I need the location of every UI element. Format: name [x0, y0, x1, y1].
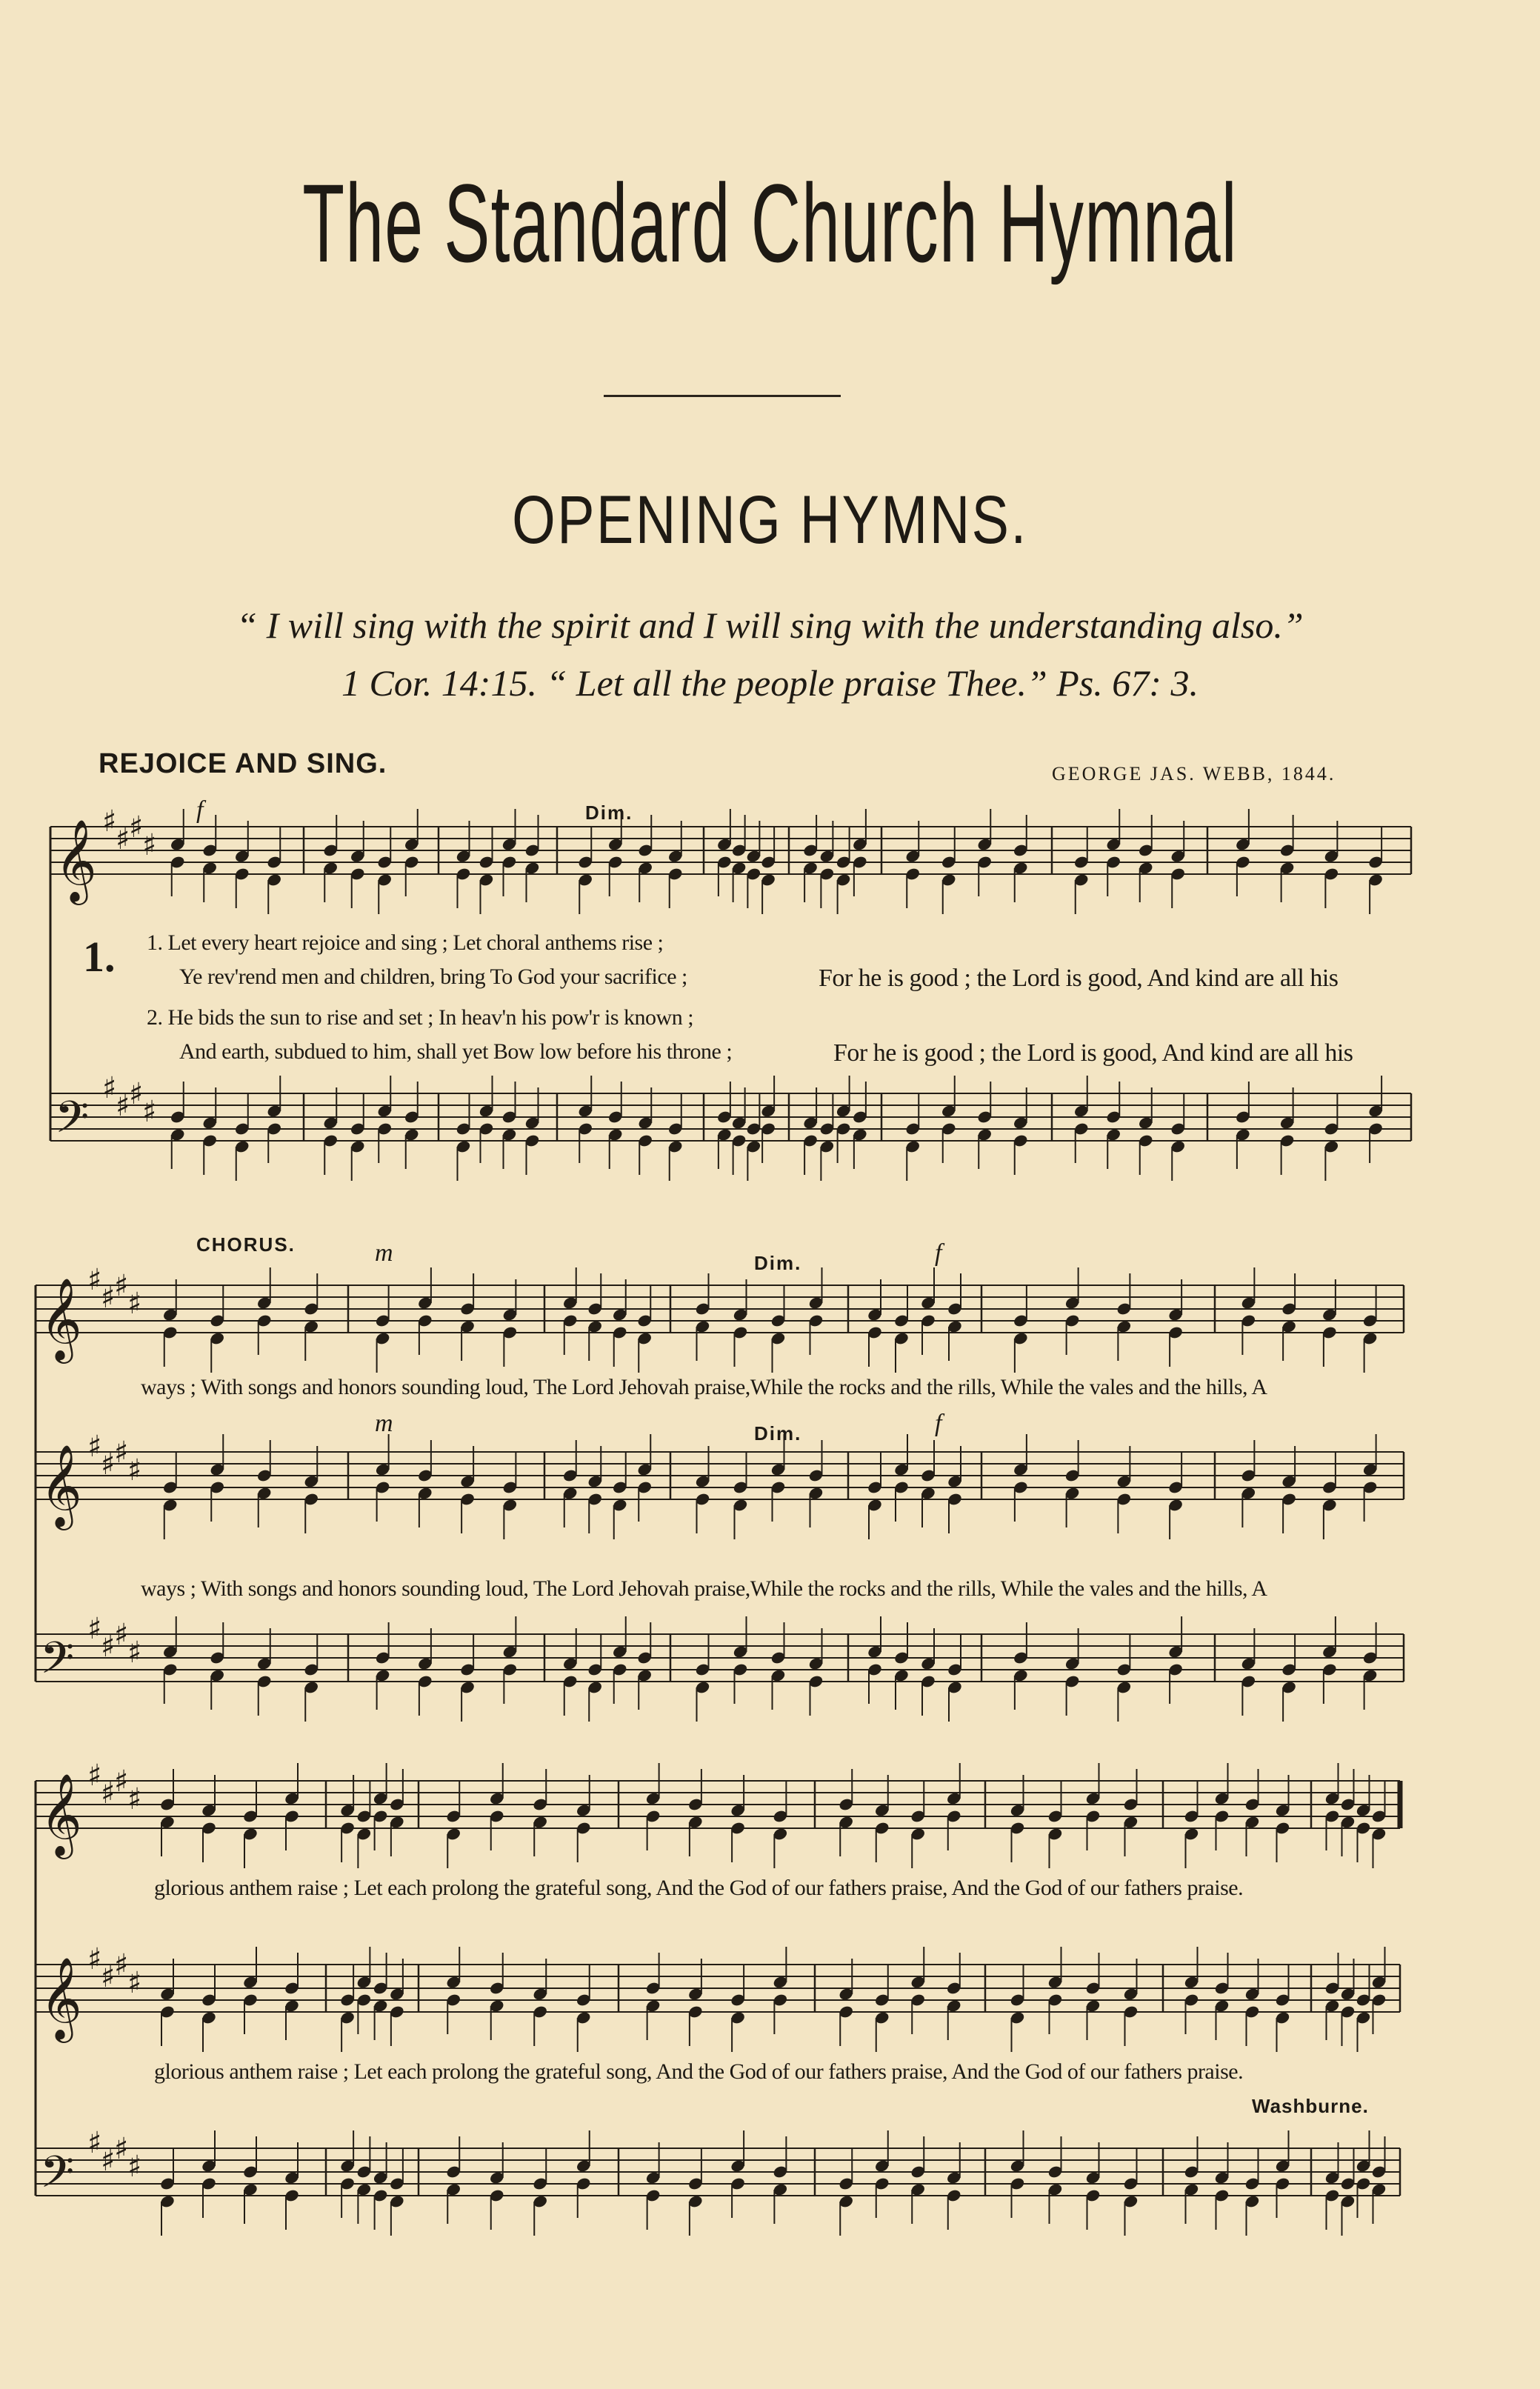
epigraph-line-2: 1 Cor. 14:15. “ Let all the people praise Thee.” Ps. 67: 3.: [341, 662, 1199, 704]
svg-text:♯: ♯: [114, 1948, 129, 1982]
verse-refrain: For he is good ; the Lord is good, And kind are all his: [833, 1039, 1353, 1067]
hymn-title: REJOICE AND SING.: [99, 748, 387, 779]
dynamic-dim: Dim.: [754, 1422, 802, 1445]
dynamic-mezzo: m: [375, 1410, 393, 1437]
verse-line: 1. Let every heart rejoice and sing ; Let choral anthems rise ;: [147, 930, 664, 955]
book-title: The Standard Church Hymnal: [302, 161, 1238, 285]
svg-text:♯: ♯: [114, 1618, 129, 1652]
svg-text:♯: ♯: [102, 804, 117, 839]
dynamic-forte: f: [196, 796, 204, 824]
svg-text:♯: ♯: [101, 1281, 116, 1315]
svg-text:♯: ♯: [101, 1960, 116, 1994]
svg-text:𝄞: 𝄞: [40, 1277, 82, 1360]
svg-text:♯: ♯: [114, 1436, 129, 1470]
verse-line: Ye rev'rend men and children, bring To God your sacrifice ;: [179, 964, 687, 989]
svg-text:♯: ♯: [127, 1453, 142, 1487]
svg-text:♯: ♯: [142, 1095, 157, 1129]
final-line: glorious anthem raise ; Let each prolong the grateful song, And the God of our fathers praise, And the God of our fathers praise.: [154, 1876, 1244, 1900]
svg-text:♯: ♯: [87, 1263, 102, 1297]
svg-text:♯: ♯: [87, 1612, 102, 1646]
svg-text:𝄢: 𝄢: [40, 1632, 75, 1694]
svg-text:♯: ♯: [101, 1630, 116, 1664]
verse-line: 2. He bids the sun to rise and set ; In heav'n his pow'r is known ;: [147, 1005, 694, 1030]
svg-text:♯: ♯: [116, 822, 130, 856]
dynamic-dim: Dim.: [754, 1252, 802, 1274]
svg-text:♯: ♯: [87, 2126, 102, 2160]
svg-text:♯: ♯: [87, 1942, 102, 1976]
svg-text:♯: ♯: [101, 1776, 116, 1810]
svg-text:♯: ♯: [127, 1636, 142, 1670]
svg-text:♯: ♯: [87, 1430, 102, 1464]
verse-refrain: For he is good ; the Lord is good, And kind are all his: [819, 964, 1339, 992]
svg-text:♯: ♯: [87, 1759, 102, 1793]
lyricist: Washburne.: [1252, 2095, 1369, 2117]
svg-text:𝄞: 𝄞: [55, 819, 97, 902]
svg-text:♯: ♯: [101, 2144, 116, 2178]
svg-text:𝄞: 𝄞: [40, 1444, 82, 1527]
svg-text:𝄢: 𝄢: [55, 1091, 90, 1153]
svg-text:♯: ♯: [127, 1287, 142, 1321]
svg-text:𝄢: 𝄢: [40, 2146, 75, 2208]
svg-text:♯: ♯: [142, 828, 157, 862]
svg-text:♯: ♯: [114, 1269, 129, 1303]
dynamic-dim: Dim.: [585, 802, 633, 824]
chorus-line: ways ; With songs and honors sounding loud, The Lord Jehovah praise,While the rocks and the rills, While the vales and the hills, A: [141, 1375, 1267, 1399]
svg-text:♯: ♯: [114, 1765, 129, 1799]
dynamic-forte: f: [935, 1410, 942, 1437]
epigraph-line-1: “ I will sing with the spirit and I will sing with the understanding also.”: [236, 604, 1304, 646]
svg-text:♯: ♯: [127, 2150, 142, 2184]
svg-text:♯: ♯: [102, 1071, 117, 1105]
svg-text:♯: ♯: [116, 1089, 130, 1123]
svg-text:♯: ♯: [101, 1447, 116, 1482]
verse-line: And earth, subdued to him, shall yet Bow low before his throne ;: [179, 1039, 733, 1064]
hymn-composer: GEORGE JAS. WEBB, 1844.: [1052, 763, 1336, 784]
title-rule: [604, 395, 841, 397]
section-title: OPENING HYMNS.: [512, 482, 1028, 558]
svg-text:♯: ♯: [129, 1077, 144, 1111]
svg-text:♯: ♯: [129, 810, 144, 844]
chorus-label: CHORUS.: [196, 1233, 296, 1256]
svg-text:♯: ♯: [114, 2132, 129, 2166]
dynamic-forte: f: [935, 1239, 942, 1267]
chorus-line: ways ; With songs and honors sounding loud, The Lord Jehovah praise,While the rocks and the rills, While the vales and the hills, A: [141, 1576, 1267, 1601]
verse-number: 1.: [83, 933, 116, 981]
svg-text:♯: ♯: [127, 1782, 142, 1816]
svg-text:𝄞: 𝄞: [40, 1773, 82, 1856]
svg-text:♯: ♯: [127, 1966, 142, 2000]
final-line: glorious anthem raise ; Let each prolong the grateful song, And the God of our fathers praise, And the God of our fathers praise.: [154, 2059, 1244, 2084]
svg-text:𝄞: 𝄞: [40, 1956, 82, 2039]
dynamic-mezzo: m: [375, 1239, 393, 1267]
